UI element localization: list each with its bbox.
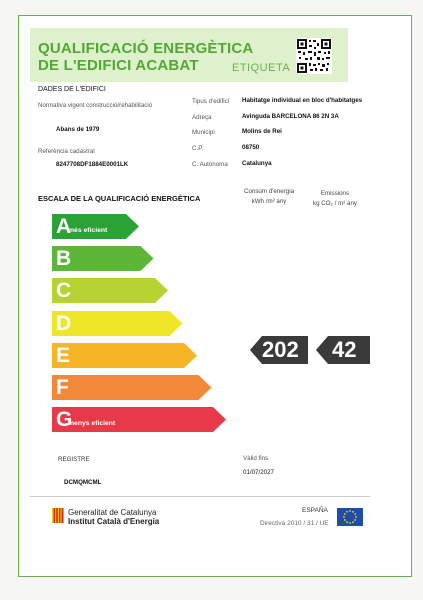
energy-class-bar-g bbox=[52, 407, 227, 432]
label-tag: ETIQUETA bbox=[232, 62, 291, 74]
energy-class-letter: B bbox=[56, 247, 72, 271]
icaen-name: Institut Català d'Energia bbox=[68, 517, 160, 526]
region-label: C. Autònoma bbox=[192, 161, 228, 168]
consumption-rating-badge bbox=[250, 336, 308, 364]
registry-code: DCMQMCML bbox=[64, 479, 102, 486]
emissions-rating-badge bbox=[316, 336, 370, 364]
registry-label: REGISTRE bbox=[58, 456, 90, 463]
municipality-value: Molins de Rei bbox=[242, 128, 282, 135]
building-type-value: Habitatge individual en bloc d'habitatges bbox=[242, 97, 363, 104]
energy-class-bar-d bbox=[52, 311, 184, 336]
energy-class-bar-b bbox=[52, 246, 155, 271]
generalitat-name: Generalitat de Catalunya bbox=[68, 508, 157, 517]
qr-code-icon[interactable] bbox=[296, 38, 332, 74]
energy-class-note: més eficient bbox=[68, 227, 108, 234]
energy-class-bar-a bbox=[52, 214, 140, 239]
consumption-unit: kWh /m² any bbox=[251, 198, 287, 205]
country-label: ESPAÑA bbox=[302, 507, 328, 514]
title-line-2: DE L'EDIFICI ACABAT bbox=[38, 57, 199, 74]
region-value: Catalunya bbox=[242, 160, 272, 167]
energy-class-bar-f bbox=[52, 375, 213, 400]
energy-class-letter: C bbox=[56, 279, 72, 303]
regulation-label: Normativa vigent construcció/rehabilitació bbox=[38, 102, 153, 109]
consumption-rating-value: 202 bbox=[262, 337, 299, 362]
address-value: Avinguda BARCELONA 86 2N 3A bbox=[242, 113, 339, 120]
municipality-label: Municipi bbox=[192, 129, 215, 136]
emissions-heading: Emissions bbox=[320, 190, 350, 197]
address-label: Adreça bbox=[192, 114, 212, 121]
valid-until-label: Vàlid fins bbox=[243, 455, 269, 462]
footer-divider bbox=[30, 496, 370, 497]
emissions-unit: kg CO₂ / m² any bbox=[312, 200, 357, 207]
scale-title: ESCALA DE LA QUALIFICACIÓ ENERGÈTICA bbox=[38, 194, 201, 203]
generalitat-logo-icon bbox=[52, 508, 64, 528]
cadastral-value: 8247708DF1884E0001LK bbox=[56, 161, 129, 168]
energy-class-letter: G bbox=[56, 408, 73, 432]
emissions-rating-value: 42 bbox=[332, 337, 357, 362]
energy-class-bar-e bbox=[52, 343, 198, 368]
energy-class-letter: F bbox=[56, 376, 69, 399]
regulation-value: Abans de 1979 bbox=[56, 126, 100, 133]
energy-class-note: menys eficient bbox=[68, 420, 116, 428]
energy-class-letter: A bbox=[56, 215, 72, 238]
postal-code-value: 08750 bbox=[242, 144, 260, 151]
directive-label: Directiva 2010 / 31 / UE bbox=[260, 520, 329, 527]
eu-flag-icon bbox=[337, 508, 363, 531]
valid-until-date: 01/07/2027 bbox=[243, 469, 274, 476]
building-type-label: Tipus d'edifici bbox=[192, 98, 230, 105]
title-line-1: QUALIFICACIÓ ENERGÈTICA bbox=[38, 40, 254, 57]
postal-code-label: C.P. bbox=[192, 145, 204, 152]
building-data-heading: DADES DE L'EDIFICI bbox=[38, 86, 106, 93]
cadastral-label: Referència cadastral bbox=[38, 148, 95, 155]
energy-class-letter: D bbox=[56, 311, 72, 335]
consumption-heading: Consum d'energia bbox=[243, 188, 295, 195]
energy-class-bar-c bbox=[52, 278, 169, 303]
energy-class-letter: E bbox=[56, 343, 71, 367]
